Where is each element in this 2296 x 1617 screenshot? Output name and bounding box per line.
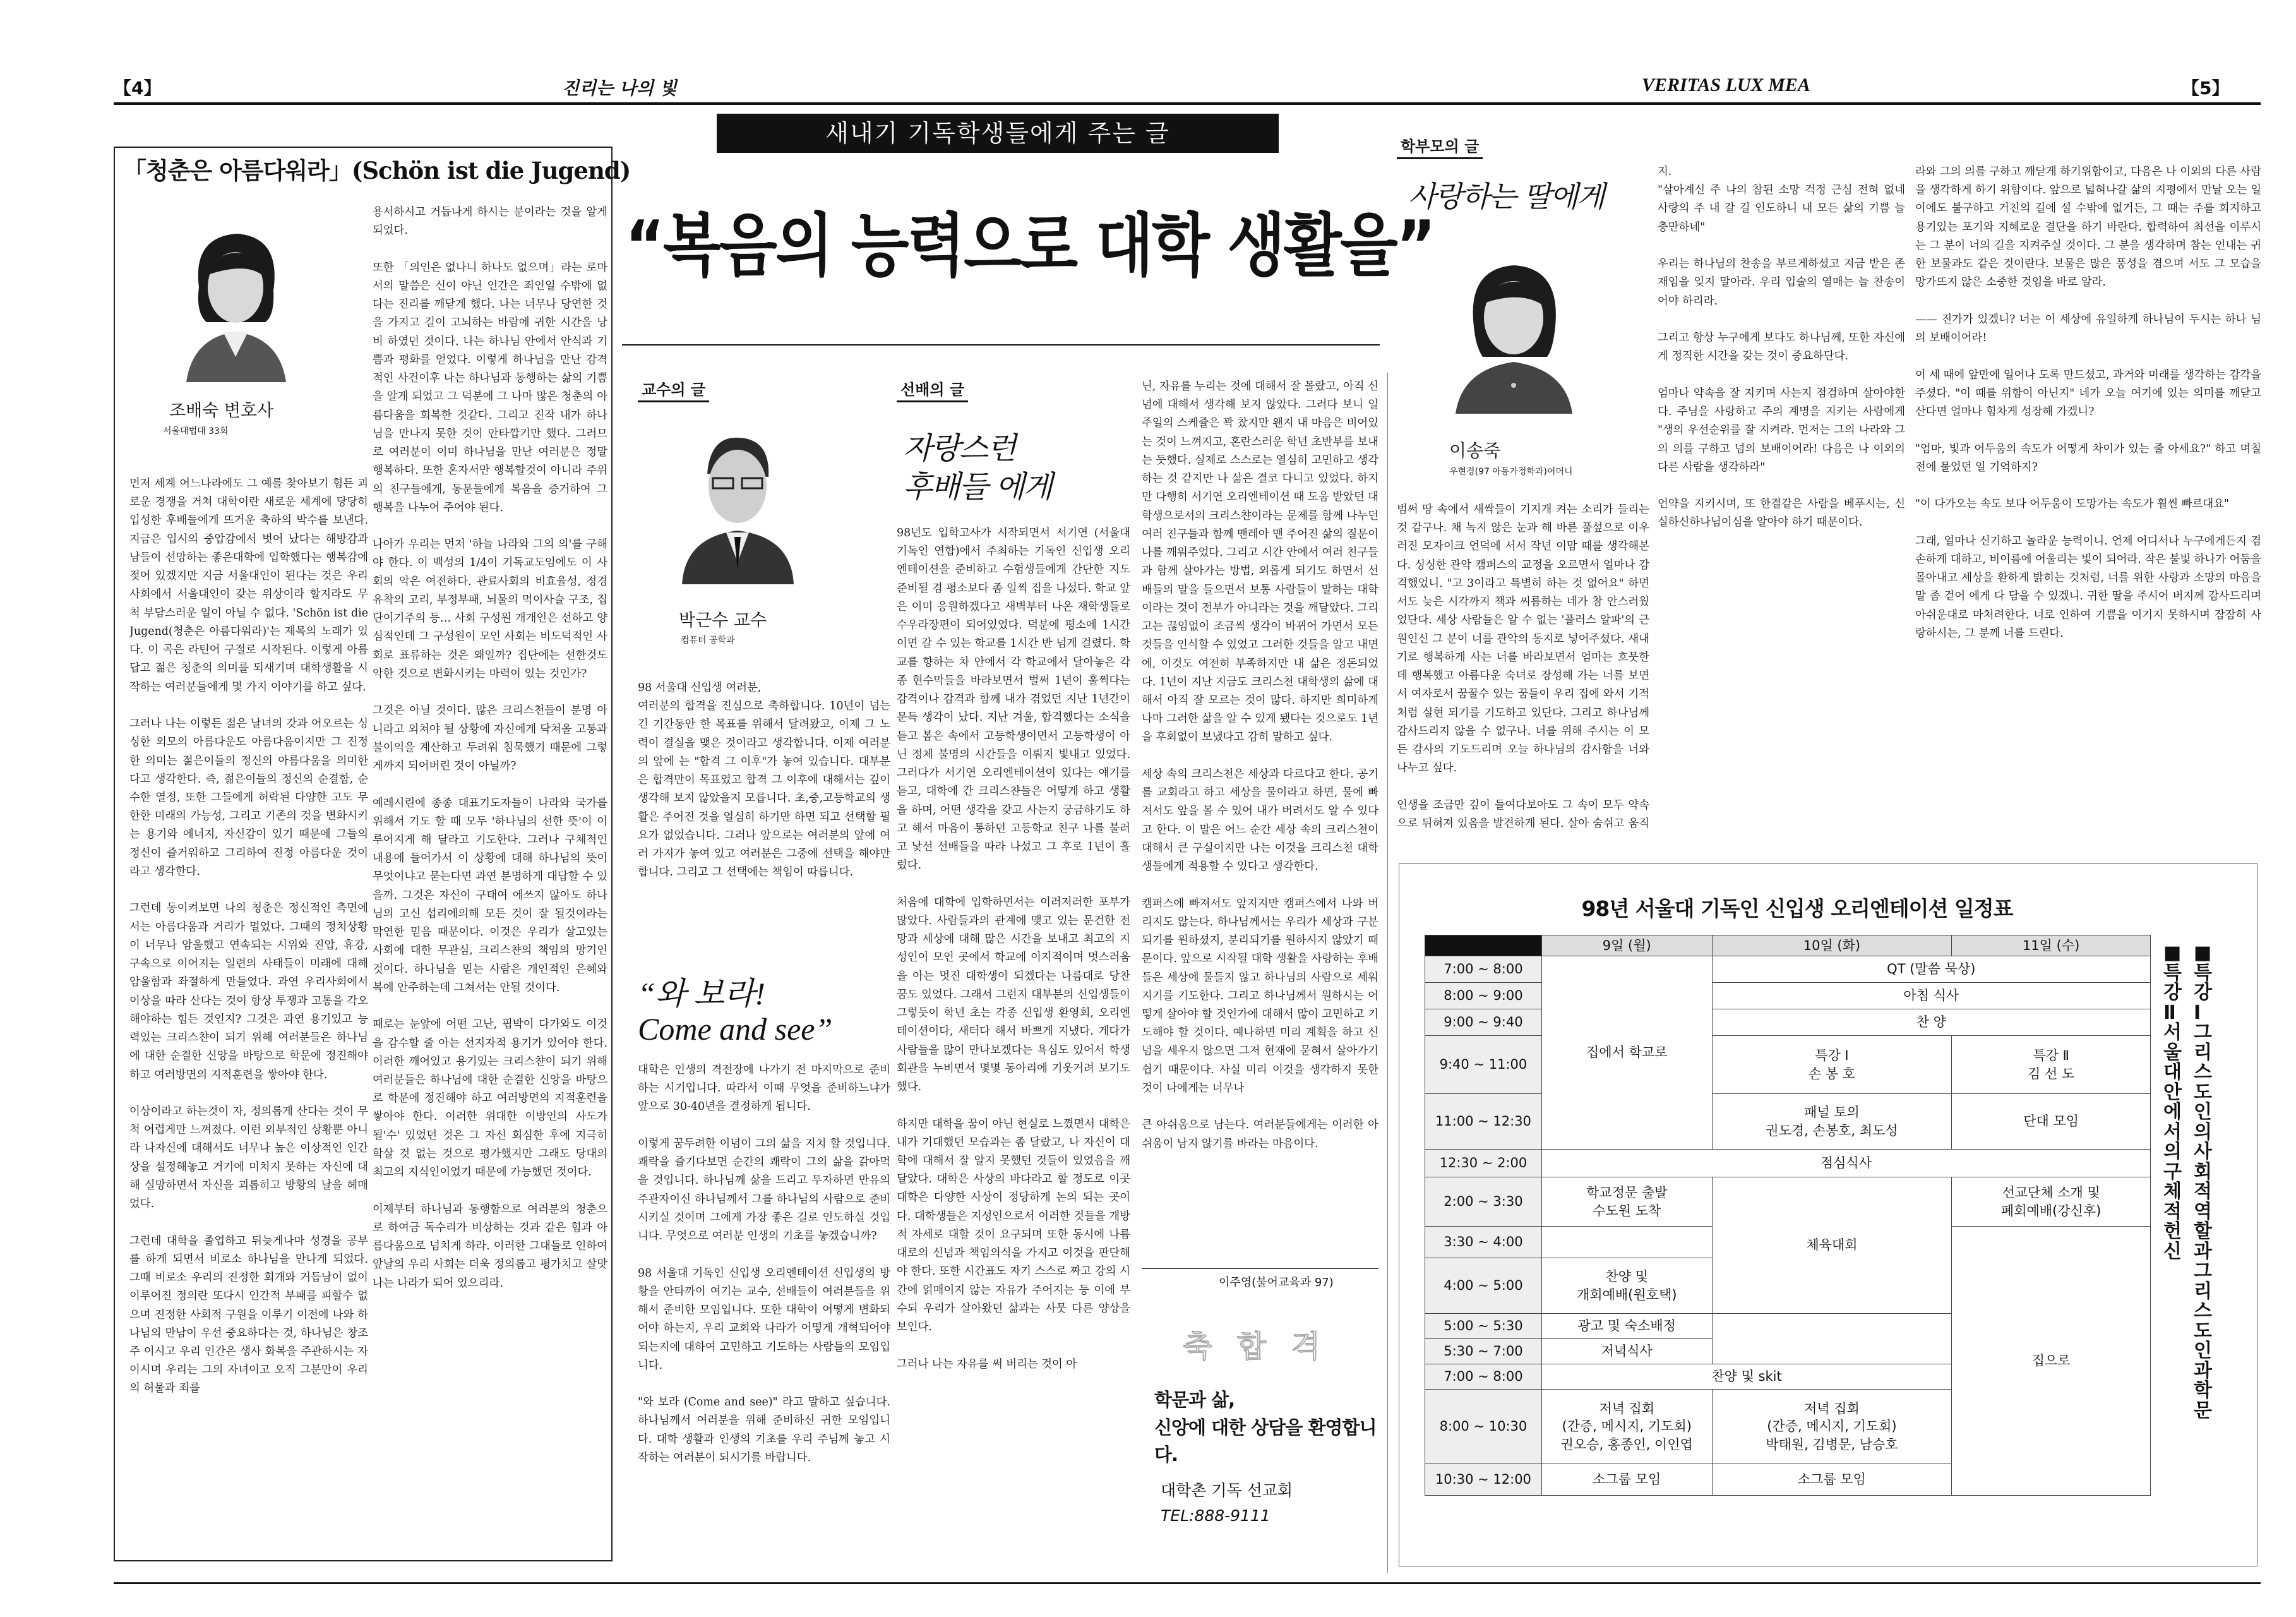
page-divider [1387, 373, 1388, 1573]
cell-evening-1 [1541, 1390, 1712, 1464]
lecture-1-title: 특강 Ⅰ [1815, 1048, 1849, 1064]
senior-title-line-1: 자랑스런 [903, 431, 1015, 466]
subhead-line-1: “와 보라! [638, 976, 765, 1011]
time-slot: 5:30 ~ 7:00 [1425, 1339, 1542, 1364]
portrait-man-icon [673, 420, 802, 584]
senior-column-1: 98년도 입학고사가 시작되면서 서기연 (서울대 기독인 연합)에서 주최하는 기독인 신입생 오리엔테이션을 준비하고 수험생들에게 간단한 지도 준비될 겸 평소보다 좀 일찍 집을 나섰다. 학교 앞은 이미 응원하겠다고 새벽부터 나온 재학생들로 수우라장편이 되어있었다. 덕분에 평소에 1시간이면 갈 수 있는 학교를 1시간 반 넘게 걸렸다. 학교를 향하는 차 안에서 각 학교에서 달아놓은 각종 현수막들을 바라보면서 벌써 1년이 훌쩍다는 감격이나 감격과 함께 내가 겪었던 지난 1년간이 문득 생각이 났다. 지난 겨울, 합격했다는 소식을 듣고 봄은 속에서 고등학생이면서 고등학생이 아닌 정체 불명의 시간들을 이뤄지 빛내고 있었다. 그러다가 서기연 오리엔테이션이 있다는 얘기를 듣고, 대학에 간 크리스챤들은 어떻게 하고 생활을 하며, 어떤 생각을 갖고 사는지 궁금하기도 하고 해서 마음이 통하던 고등학교 친구 나를 불러고 낯선 선배들을 따라 나섰고 그 후로 1년이 흘렀다. 처음에 대학에 입학하면서는 이러저러한 포부가 많았다. 사람들과의 관계에 맺고 있는 문건한 전망과 세상에 대해 많은 시간을 보내고 최고의 지성인이 모인 곳에서 학교에 이지적이며 멋스러움을 아는 멋진 대학생이 되겠다는 나름대로 당찬 꿈도 있었다. 그래서 그런지 대부분의 신입생들이 그렇듯이 학년 초는 각종 신입생 환영회, 오리엔테이션이다, 새터다 해서 바쁘게 지냈다. 게다가 사람들을 많이 만나보겠다는 욕심도 있어서 학생 회관을 누비면서 몇몇 동아리에 기웃거려 보기도 했다. 하지만 대학을 꿈이 아닌 현실로 느꼈면서 대학은 내가 기대했던 모습과는 좀 달랐고, 나 자신이 대학에 대해서 잘 알지 못했던 것들이 있었음을 깨달았다. 대학은 사상의 바다라고 할 정도로 이곳 대학은 다양한 사상이 정당하게 논의 되는 곳이다. 대학생들은 지성인으로서 이러한 것들을 개방적 자세로 대할 것이 요구되며 또한 동시에 나름대로의 신념과 책임의식을 가지고 이것을 판단해야 한다. 또한 시간표도 자기 스스로 짜고 강의 시간에 얽매이지 않는 자유가 주어지는 등 이에 부수되 우리가 살아왔던 삶과는 사뭇 다른 양상을 보인다. 그러나 나는 자유를 써 버리는 것이 아 [897, 527, 1130, 1371]
parent-affiliation: 우현경(97 아동가정학과)어머니 [1449, 467, 1573, 477]
ad-message-line-2: 신앙에 대한 상담을 환영합니다. [1154, 1416, 1377, 1465]
lecture-2-title: 특강 Ⅱ [2033, 1048, 2069, 1064]
time-slot: 9:00 ~ 9:40 [1425, 1009, 1542, 1036]
congratulations-ad [1142, 1317, 1380, 1557]
monastery-arrival: 수도원 도착 [1593, 1203, 1661, 1218]
parent-photo [1446, 243, 1582, 414]
cell-dinner: 저녁식사 [1541, 1339, 1712, 1364]
cell-panel [1712, 1094, 1952, 1150]
evening-1-desc: (간증, 메시지, 기도회) [1562, 1419, 1692, 1434]
cell-opening-worship [1541, 1258, 1712, 1314]
time-slot: 9:40 ~ 11:00 [1425, 1036, 1542, 1094]
cell-home-to-school: 집에서 학교로 [1541, 956, 1712, 1150]
panel-members: 권도경, 손봉호, 최도성 [1766, 1122, 1898, 1138]
cell-lodging: 광고 및 숙소배정 [1541, 1314, 1712, 1339]
lecture-2-speaker: 김 선 도 [2028, 1066, 2075, 1081]
feature-banner: 새내기 기독학생들에게 주는 글 [717, 114, 1279, 153]
masthead-title-left: 진리는 나의 빛 [562, 78, 677, 99]
ad-phone: TEL:888-9111 [1161, 1506, 1271, 1525]
masthead-rule [114, 102, 2261, 105]
senior-column-2: 닌, 자유를 누리는 것에 대해서 잘 몰랐고, 아직 신념에 대해서 생각해 보지 않았다. 그러다 보니 일주일의 스케쥴은 꽉 찼지만 왠지 내 마음은 비어있는 것이 느껴지고, 혼란스러운 학년 초반부를 보내는 듯했다. 실제로 스스로는 열심히 고민하고 생각하는 것 같지만 나 삶은 결코 다니고 있었다. 하지만 다행히 서기연 오리엔테이션 때 도움 받았던 대학생으로서의 크리스챤이라는 문제를 함께 나누던 여러 친구들과 함께 맨레아 맨 주어진 삶의 질문이 나를 깨워주었다. 그리고 시간 안에서 여러 친구들과 함께 살아가는 방법, 외롭게 되기도 하면서 선배들의 말을 들으면서 보통 사람들이 말하는 대학이라는 것이 전부가 아니라는 것을 깨달았다. 그리고는 끊임없이 조금씩 생각이 바뀌어 가면서 모든 것들을 인식할 수 있었고 그러한 것들을 알고 내면에, 이것도 여전히 부족하지만 내 삶은 정돈되었다. 1년이 지난 지금도 크리스천 대학생의 삶에 대해서 아직 잘 모르는 것이 많다. 하지만 희미하게나마 그러한 삶을 알 수 있게 됐다는 것으로도 1년을 후회없이 보냈다고 감히 말하고 싶다. 세상 속의 크리스천은 세상과 다르다고 한다. 공기를 교회라고 하고 세상을 물이라고 하면, 물에 빠져서도 앞을 볼 수 있어 내가 버려서도 알 수 있다고 한다. 이 말은 어느 순간 세상 속의 크리스천이 대해서 큰 구실이지만 나는 이것을 크리스천 대학생들에게 적용할 수 있다고 생각한다. 캠퍼스에 빠져서도 앞지지만 캠퍼스에서 나와 버리지도 않는다. 하나님께서는 우리가 세상과 구분되기를 원하셨지, 분리되기를 원하시지 않았기 때문이다. 앞으로 시작될 대학 생활을 사랑하는 후배들은 세상에 물들지 않고 하나님의 사람으로 세워지기를 기도한다. 그리고 하나님께서 원하시는 어떻게 살아야 할 것인가에 대해서 많이 고민하고 기도해야 할 것이다. 예나하면 미리 계획을 하고 신념을 세우지 않으면 그저 현재에 묻혀서 살아가기 쉽기 때문이다. 사실 미리 이것을 생각하지 못한 것이 나에게는 너무나 큰 아쉬움으로 남는다. 여러분들에게는 이러한 아쉬움이 남지 않기를 바라는 마음이다. [1142, 380, 1378, 1150]
parent-column-1: 범써 땅 속에서 새싹들이 기지개 켜는 소리가 들리는 것 같구나. 채 녹지 않은 눈과 해 바른 풀섶으로 이우러진 모자이크 언덕에 서서 작년 이맘 때를 생각해본다. 싱싱한 관악 캠퍼스의 교정을 오르면서 얼마나 감격했었니. "고 3이라고 특별히 하는 것 없어요" 하면서도 늦은 시각까지 책과 씨름하는 네가 참 안스러웠었단다. 세상 사람들은 알 수 없는 '플러스 알파'의 근원인신 그 분이 너를 관악의 동지로 넣어주셨다. 새내기로 행복하게 사는 너를 바라보면서 엄마는 흐뭇한 데 행복했고 아름다운 숙녀로 장성해 가는 너를 보면서 여자로서 꿈꿀수 있는 꿈들이 우리 집에 와서 기적처럼 실현 되기를 기도하고 있단다. 그리고 하나님께 감사드리지 않을 수 없구나. 너를 위해 주시는 이 모든 감사의 기도드리며 오늘 하나님의 감사함을 너와 나누고 싶다. 인생을 조금만 깊이 들여다보아도 그 속이 모두 약속으로 뒤혀져 있음을 발견하게 된다. 살아 숨쉬고 움직 [1397, 503, 1649, 830]
cell-empty [1541, 1227, 1712, 1258]
article-title: 「청춘은 아름다워라」(Schön ist die Jugend) [123, 157, 631, 184]
schedule-table [1425, 935, 2151, 1496]
footer-rule [114, 1582, 2261, 1584]
ad-message [1154, 1386, 1382, 1469]
table-corner [1425, 935, 1542, 956]
subhead-line-2: Come and see” [638, 1011, 833, 1047]
cell-mission-intro [1952, 1177, 2151, 1227]
parent-column-2: 지. "살아계신 주 나의 참된 소망 걱정 근심 전혀 없네 사랑의 주 내 갈 길 인도하니 내 모든 삶의 기쁨 늘 충만하네" 우리는 하나님의 찬송을 부르게하셨고 지금 받은 존재임을 잊지 말아라. 우리 입술의 열매는 늘 찬송이어야 하리라. 그리고 항상 누구에게 보다도 하나님께, 또한 자신에게 정직한 시간을 갖는 것이 중요하단다. 엄마나 약속을 잘 지키며 사는지 점검하며 살아야한다. 주님을 사랑하고 주의 계명을 지키는 사람에게 "생의 우선순위를 잘 지켜라. 먼저는 그의 나라와 그의 의를 구하고 넘의 보배이어라! 다음은 나 이외의 다른 사람을 생각하라" 언약을 지키시며, 또 한결같은 사람을 베푸시는, 신실하신하나님이심을 알아야 하기 때문이다. [1658, 165, 1905, 529]
main-headline: “복음의 능력으로 대학 생활을” [625, 207, 1435, 286]
cell-gate-departure [1541, 1177, 1712, 1227]
mission-intro: 선교단체 소개 및 [2002, 1185, 2100, 1201]
time-slot: 8:00 ~ 9:00 [1425, 983, 1542, 1009]
senior-byline: 이주영(불어교육과 97) [1219, 1276, 1334, 1289]
cell-sports: 체육대회 [1712, 1177, 1952, 1314]
senior-title-line-2: 후배들 에게 [903, 469, 1052, 505]
article-column-2: 용서하시고 거듭나게 하시는 분이라는 것을 알게되었다. 또한 「의인은 없나니 하나도 없으며」라는 로마서의 말씀은 신이 아닌 인간은 죄인일 수밖에 없다는 진리를 깨닫게 했다. 나는 너무나 당연한 것을 가지고 길이 고뇌하는 바람에 귀한 시간을 낭비 하였던 것이다. 나는 하나님 안에서 안식과 기쁨과 평화를 얻었다. 이렇게 하나님을 만난 감격적인 사건이후 나는 하나님과 동행하는 삶의 기쁨을 알게 되었고 그 덕분에 그 나마 많은 청춘의 아름다움을 회복한 것같다. 그리고 진작 내가 하나님을 만나지 못한 것이 안타깝기만 했다. 그러므로 여러분이 이미 하나님을 만난 여러분은 정말 행복하다. 또한 혼자서만 행복할것이 아니라 주위의 친구들에게, 동문들에게 복음을 증거하여 그 행복을 나누어 주어야 된다. 나아가 우리는 먼저 '하늘 나라와 그의 의'를 구해야 한다. 이 백성의 1/4이 기독교도임에도 이 사회의 악은 여전하다. 관료사회의 비효율성, 정경유착의 고리, 부정부패, 뇌물의 먹이사슬 구조, 집단이기주의 등… 사회 구성원 개개인은 선하고 양심적인데 그 구성원이 모인 사회는 비도덕적인 사회로 표류하는 것은 왜일까? 집단에는 선한것도 악한 것으로 변화시키는 마력이 있는 것인가? 그것은 아닐 것이다. 많은 크리스천들이 분명 아니라고 외쳐야 될 상황에 자신에게 닥쳐올 고통과 불이익을 계산하고 두려워 침묵했기 때문에 그렇게까지 되어버린 것이 아닐까? 예레시린에 종종 대표기도자들이 나라와 국가를 위해서 기도 할 때 모두 '하나님의 선한 뜻'이 이루어지게 해 달라고 기도한다. 그러나 구체적인 내용에 들어가서 이 상황에 대해 하나님의 뜻이 무엇이냐고 묻는다면 과연 분명하게 대답할 수 있을까. 그것은 자신이 구태여 에쓰지 않아도 하나님의 고신 섭리에의해 모든 것이 잘 될것이라는 막연한 믿음 때문이다. 이것은 우리가 살고있는 사회에 대한 무관심, 크리스챤의 책임의 망기인 것이다. 하나님을 믿는 사람은 개인적인 은혜와 복에 안주하는데 그쳐서는 안될 것이다. 때로는 눈앞에 어떤 고난, 핍박이 다가와도 이것을 감수할 줄 아는 선지자적 용기가 있어야 한다. 이러한 깨어있고 용기있는 크리스챤이 되기 위해 여러분들은 하나님에 대한 순결한 신앙을 바탕으로 학문에 정진해야 하고 여러방면의 지적훈련을 쌓아야 한다. 이러한 위대한 이방인의 사도가 될'수' 있었던 것은 그 자신 회심한 후에 지극히 학살 것 없는 것으로 평가했지만 그래도 당대의 최고의 지식인이었기 때문에 가능했던 것이다. 이제부터 하나님과 동행함으로 여러분의 청춘으로 하여금 독수리가 비상하는 것과 같은 힘과 아름다움으로 넘치게 하라. 이러한 그대들로 인하여 앞날의 우리 사회는 더욱 정의롭고 평가치고 살맛나는 나라가 되어 있으리라. [373, 206, 607, 1290]
cell-lecture-2 [1952, 1036, 2151, 1094]
time-slot: 12:30 ~ 2:00 [1425, 1150, 1542, 1177]
time-slot: 10:30 ~ 12:00 [1425, 1464, 1542, 1496]
page-number-right: 【5】 [2182, 78, 2230, 99]
headline-rule [622, 344, 1380, 346]
evening-2-title: 저녁 집회 [1804, 1400, 1860, 1416]
day-header-tue: 10일 (화) [1712, 935, 1952, 956]
time-slot: 3:30 ~ 4:00 [1425, 1227, 1542, 1258]
panel-title: 패널 토의 [1804, 1105, 1860, 1121]
cell-small-group-2: 소그룹 모임 [1712, 1464, 1952, 1496]
cell-qt: QT (말씀 묵상) [1712, 956, 2150, 983]
schedule-title: 98년 서울대 기독인 신입생 오리엔테이션 일정표 [1581, 896, 2013, 921]
professor-section-label: 교수의 글 [638, 376, 709, 402]
evening-1-title: 저녁 집회 [1599, 1400, 1655, 1416]
ad-message-line-1: 학문과 삶, [1154, 1389, 1235, 1410]
time-slot: 7:00 ~ 8:00 [1425, 1364, 1542, 1390]
author-photo [174, 212, 297, 382]
senior-section-label: 선배의 글 [897, 376, 968, 402]
author-name: 조배숙 변호사 [169, 401, 274, 421]
closing-worship: 폐회예배(강신후) [2000, 1203, 2102, 1218]
parent-section-label: 학부모의 글 [1397, 133, 1483, 159]
senior-byline-rule [1142, 1268, 1378, 1269]
professor-name: 박근수 교수 [679, 611, 767, 630]
time-slot: 8:00 ~ 10:30 [1425, 1390, 1542, 1464]
portrait-mother-icon [1446, 243, 1582, 414]
lecture-1-speaker: 손 봉 호 [1808, 1066, 1856, 1081]
time-slot: 2:00 ~ 3:30 [1425, 1177, 1542, 1227]
parent-name: 이송죽 [1449, 440, 1501, 461]
day-header-wed: 11일 (수) [1952, 935, 2151, 956]
cell-going-home: 집으로 [1952, 1227, 2151, 1496]
cell-lecture-1 [1712, 1036, 1952, 1094]
evening-1-speakers: 권오승, 홍종인, 이인엽 [1560, 1436, 1693, 1452]
time-slot: 11:00 ~ 12:30 [1425, 1094, 1542, 1150]
ad-organization: 대학촌 기독 선교회 [1161, 1481, 1293, 1500]
masthead-title-right: VERITAS LUX MEA [1642, 75, 1810, 95]
portrait-woman-icon [174, 212, 297, 382]
page-number-left: 【4】 [114, 78, 162, 99]
day-header-mon: 9일 (월) [1541, 935, 1712, 956]
article-column-1: 먼저 세계 어느나라에도 그 예를 찾아보기 힘든 괴로운 경쟁을 거쳐 대학이란 새로운 세계에 당당히 입성한 후배들에게 뜨거운 축하의 박수를 보낸다. 지금은 입시의 중압감에서 벗어 났다는 해방감과 남들이 선망하는 좋은대학에 입학했다는 행복감에 젖어 있겠지만 지금 서울대인이 된다는 것은 우리사회에서 서울대인이 갖는 위상이라 할지라도 무척 부담스러운 일이 아닐 수 없다. 'Schön ist die Jugend(청춘은 아름다워라)'는 제목의 노래가 있다. 이 곡은 라틴어 구절로 시작된다. 이렇게 아름답고 젊은 청춘의 의미를 되새기며 대학생활을 시작하는 여러분들에게 몇 가지 이야기를 하고 싶다. 그러나 나는 이렇든 젊은 날녀의 갓과 어오르는 싱싱한 외모의 아름다운도 아름다움이지만 그 진정한 의미는 젊은이들의 정신의 아름다움을 의미한다고 생각한다. 즉, 젊은이들의 정신의 순결함, 순수한 열정, 또한 그들에게 허락된 다양한 고도 무한한 미래의 가능성, 그리고 기존의 것을 변화시키는 용기와 에너지, 자신감이 있기 때문에 그들의 정신이 즐거워하고 그리하여 진정 아름다운 것이라고 생각한다. 그런데 동이켜보면 나의 청춘은 정신적인 측면에서는 아름다움과 거리가 멀었다. 그때의 정치상황이 너무나 암울했고 연속되는 시위와 진압, 휴강, 구속으로 이어지는 일련의 사태들이 미래에 대해 암울함과 좌절하게 만들었다. 과연 우리사회에서 이상을 따라 산다는 것이 항상 투쟁과 고통을 각오해야하는 힘든 것인지? 그것은 과연 용기있고 능력있는 크리스챤이 되기 위해 여러분들은 하나님에 대한 순결한 신앙을 바탕으로 학문에 정진해야 하고 여러방면의 지적훈련을 쌓아야 한다. 이상이라고 하는것이 자, 정의롭게 산다는 것이 무척 어렵게만 느껴졌다. 이런 외부적인 상황뿐 아니라 나자신에 대해서도 너무나 높은 이상적인 인간상을 설정해놓고 거기에 미치지 못하는 자신에 대해 실망하면서 자신을 괴롭히고 방황의 날을 헤매었다. 그런데 대학을 졸업하고 뒤늦게나마 성경을 공부를 하게 되면서 비로소 하나님을 만나게 되었다. 그때 비로소 우리의 진정한 회개와 거듭남이 없이 이루어진 정의란 또다시 인간적 부패를 피할수 없으며 진정한 사회적 구원을 이루기 이전에 나와 하나님의 만남이 우선 중요하다는 것, 하나님은 창조주 이시고 우리 인간은 생사 화복을 주관하시는 자이시며 우리는 그의 자녀이고 오직 그분만이 우리의 허물과 죄를 [129, 478, 368, 1395]
opening-worship: 개회예배(원호택) [1577, 1287, 1677, 1302]
cell-praise: 찬 양 [1712, 1009, 2150, 1036]
schedule-box [1399, 863, 2257, 1566]
professor-department: 컴퓨터 공학과 [681, 635, 735, 646]
parent-column-3: 라와 그의 의를 구하고 깨닫게 하기위함이고, 다음은 나 이외의 다른 사람을 생각하게 하기 위함이다. 앞으로 넓혀나갈 삶의 지평에서 만날 오는 일이에도 불구하고 거친의 길에 설 수밖에 없거든, 그 때는 주를 회지하고 용기있는 포기와 지혜로운 결단을 하기 바란다. 합력하여 최선을 이루시는 그 분이 너의 길을 지켜주실 것이다. 그 분을 생각하며 참는 인내는 귀한 보물과도 같은 것이란다. 보물은 많은 풍성을 겸으며 서도 그 모습을 망가뜨지 않은 소중한 것임을 바로 알라. —— 진가가 있겠니? 너는 이 세상에 유일하게 하나님이 두시는 하나 님의 보배이어라! 이 세 때에 앞만에 일어나 도록 만드셨고, 과거와 미래를 생각하는 감각을 주셨다. "이 때를 위함이 아닌지" 네가 오늘 여기에 있는 의미를 깨닫고 산다면 얼마나 힘차게 성장해 가겠니? "엄마, 빛과 어두움의 속도가 어떻게 차이가 있는 줄 아세요?" 하고 며칠 전에 물었던 일 기억하지? "이 다가오는 속도 보다 어두움이 도망가는 속도가 훨씬 빠르대요" 그래, 얼마나 신기하고 놀라운 능력이니. 언제 어디서나 누구에게든지 겸손하게 대하고, 비이름에 어울리는 빛이 되어라. 작은 불빛 하나가 어둠을 몰아내고 세상을 환하게 밝히는 것처럼, 너를 위한 사랑과 소망의 마음을 말 좀 걷어 에게 다 담을 수 있겠니. 귀한 딸을 주시어 버지께 감사드리며 아쉬운대로 마쳐려한다. 너로 인하여 기쁨을 이기지 못하시며 잠잠히 사랑하시는, 그 분께 너를 드린다. [1915, 165, 2261, 640]
gate-departure: 학교정문 출발 [1586, 1185, 1668, 1201]
professor-text-2: 대학은 인생의 격전장에 나가기 전 마지막으로 준비하는 시기입니다. 따라서 이때 무엇을 준비하느냐가 앞으로 30-40년을 결정하게 됩니다. 이렇게 꿈두려한 이념이 그의 삶을 지치 할 것입니다. 쾌락을 즐기다보면 순간의 쾌락이 그의 삶을 갉아먹을 것입니다. 하나님께 삶을 드리고 투자하면 만유의 주관자이신 하나님께서 그를 하나님의 사람으로 준비시키실 것이며 그에게 가장 좋은 길로 인도하실 것입니다. 무엇으로 여러분 인생의 기초를 놓겠습니까? 98 서울대 기독인 신입생 오리엔테이션 신입생의 방황을 안타까이 여기는 교수, 선배들이 여러분들을 위해서 준비한 모임입니다. 또한 대학이 어떻게 변화되어야 하는지, 우리 교회와 나라가 어떻게 개혁되어야 되는지에 대하여 고민하고 기도하는 사람들의 모임입니다. "와 보라 (Come and see)" 라고 말하고 싶습니다. 하나님께서 여러분을 위해 준비하신 귀한 모임입니다. 대학 생활과 인생의 기초를 우리 주님께 놓고 시작하는 여러분이 되시기를 바랍니다. [638, 1064, 890, 1464]
author-affiliation: 서울대법대 33회 [163, 426, 229, 436]
side-note-lecture-1: ■특강Ⅰ 그리스도인의 사회적 역할과 그리스도인과 학문 [2194, 942, 2212, 1422]
parent-title: 사랑하는 딸에게 [1408, 179, 1604, 213]
senior-title [903, 430, 1130, 507]
cell-breakfast: 아침 식사 [1712, 983, 2150, 1009]
evening-2-desc: (간증, 메시지, 기도회) [1767, 1419, 1897, 1434]
time-slot: 5:00 ~ 5:30 [1425, 1314, 1542, 1339]
cell-small-group-1: 소그룹 모임 [1541, 1464, 1712, 1496]
professor-text-1: 98 서울대 신입생 여러분, 여러분의 합격을 진심으로 축하합니다. 10년이 넘는 긴 기간동안 한 목표를 위해서 달려왔고, 이제 그 노력이 결실을 맺은 것이라고 생각합니다. 이제 여러분의 앞에 는 "합격 그 이후"가 놓여 있습니다. 대부분은 합격만이 목표였고 합격 그 이후에 대해서는 깊이 생각해 보지 않았을지 모릅니다. 초,중,고등학교의 생활은 주어진 것을 얼심히 하기만 하면 되고 선택할 필요가 없었습니다. 그러나 앞으로는 여러분의 앞에 여러 가지가 놓여 있고 여러분은 그중에 선택을 해야만 합니다. 그리고 그 선택에는 책임이 따릅니다. [638, 682, 890, 879]
opening-praise: 찬양 및 [1605, 1269, 1648, 1285]
evening-2-speakers: 박태원, 김병문, 남승호 [1766, 1436, 1898, 1452]
side-note-lecture-2: ■특강Ⅱ 서울대안에서의 구체적 헌신 [2163, 942, 2182, 1263]
ad-title: 축 합 격 [1183, 1329, 1328, 1364]
cell-lunch: 점심식사 [1541, 1150, 2150, 1177]
cell-evening-2 [1712, 1390, 1952, 1464]
cell-praise-skit: 찬양 및 skit [1541, 1364, 1951, 1390]
time-slot: 7:00 ~ 8:00 [1425, 956, 1542, 983]
time-slot: 4:00 ~ 5:00 [1425, 1258, 1542, 1314]
cell-empty [1712, 1314, 1952, 1364]
cell-club-meeting: 단대 모임 [1952, 1094, 2151, 1150]
professor-photo [673, 420, 802, 584]
professor-subhead [638, 976, 890, 1047]
